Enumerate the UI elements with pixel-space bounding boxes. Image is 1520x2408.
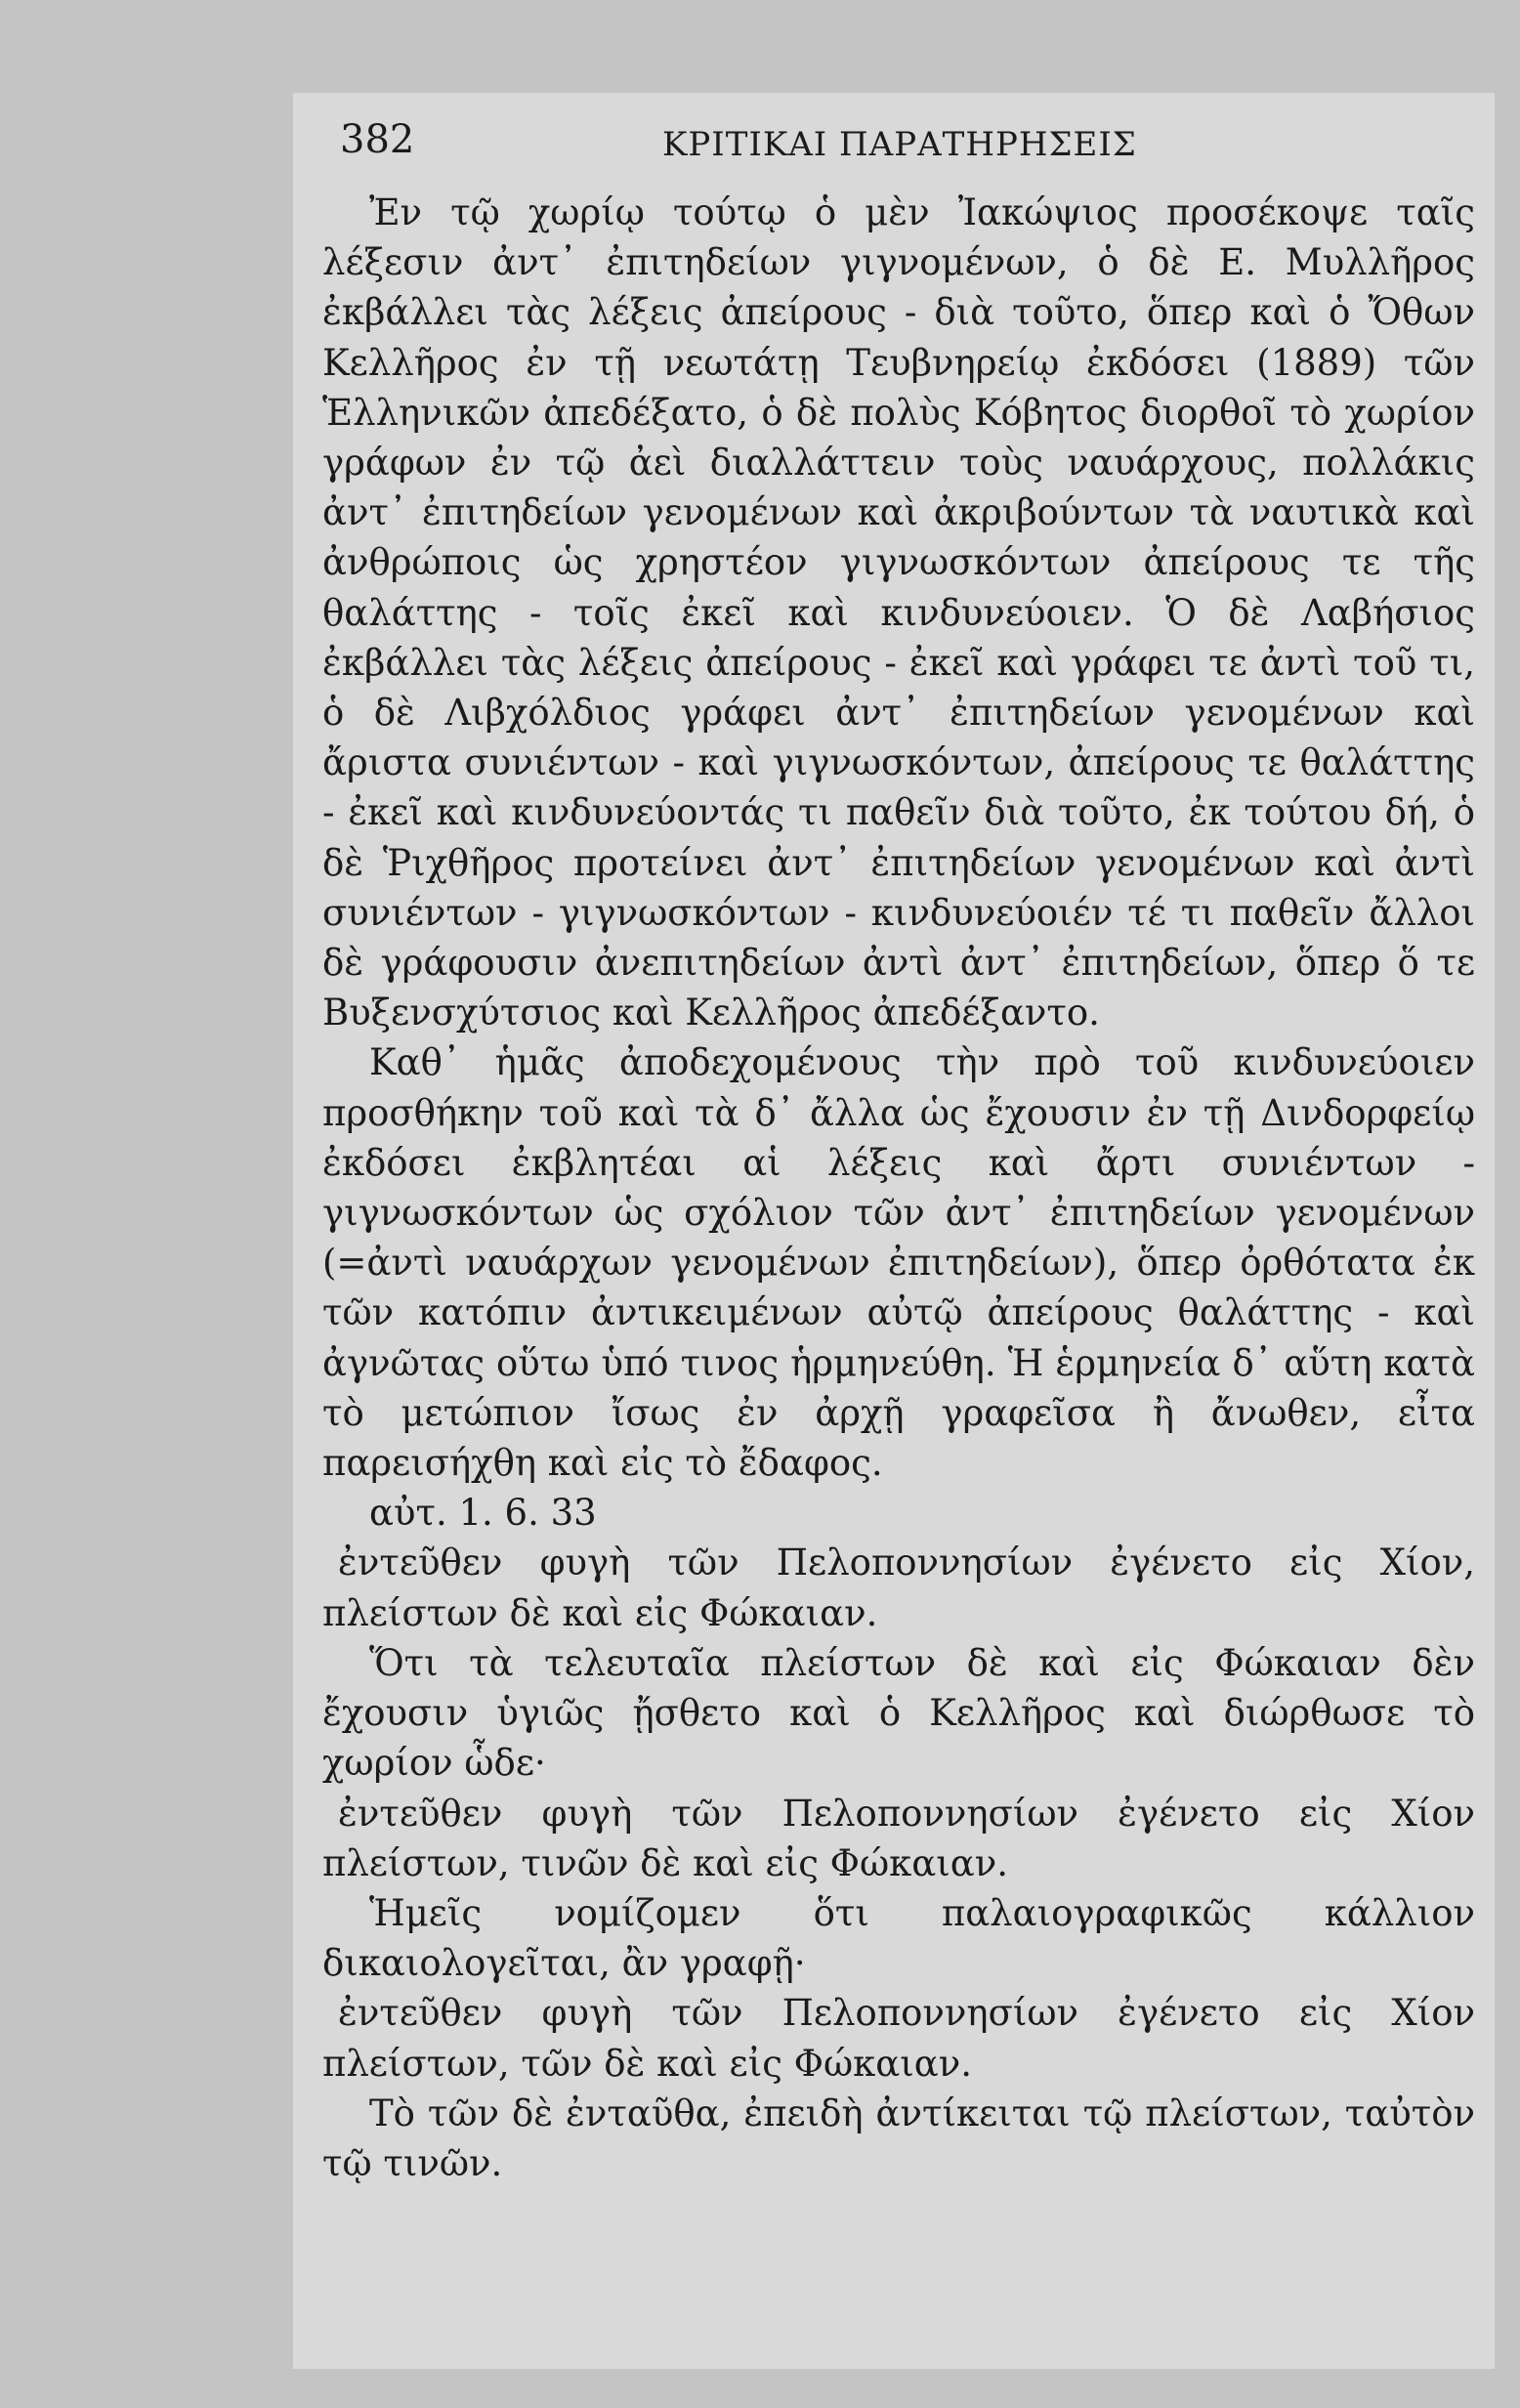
paragraph: Ἐν τῷ χωρίῳ τούτῳ ὁ μὲν Ἰακώψιος προσέκοψε ταῖς λέξεσιν ἀντ᾽ ἐπιτηδείων γιγνομένων, ὁ δὲ Ε. Μυλλῆρος ἐκβάλλει τὰς λέξεις ἀπείρους - διὰ τοῦτο, ὅπερ καὶ ὁ Ὄθων Κελλῆρος ἐν τῇ νεωτάτῃ Τευβνηρείῳ ἐκδόσει (1889) τῶν Ἑλληνικῶν ἀπεδέξατο, ὁ δὲ πολὺς Κόβητος διορθοῖ τὸ χωρίον γράφων ἐν τῷ ἀεὶ διαλλάττειν τοὺς ναυάρχους, πολλάκις ἀντ᾽ ἐπιτηδείων γενομένων καὶ ἀκριβούντων τὰ ναυτικὰ καὶ ἀνθρώποις ὡς χρηστέον γιγνωσκόντων ἀπείρους τε τῆς θαλάττης - τοῖς ἐκεῖ καὶ κινδυνεύοιεν. Ὁ δὲ Λαβήσιος ἐκβάλλει τὰς λέξεις ἀπείρους - ἐκεῖ καὶ γράφει τε ἀντὶ τοῦ τι, ὁ δὲ Λιβχόλδιος γράφει ἀντ᾽ ἐπιτηδείων γενομένων καὶ ἄριστα συνιέντων - καὶ γιγνωσκόντων, ἀπείρους τε θαλάττης - ἐκεῖ καὶ κινδυνεύοντάς τι παθεῖν διὰ τοῦτο, ἐκ τούτου δή, ὁ δὲ Ῥιχθῆρος προτείνει ἀντ᾽ ἐπιτηδείων γενομένων καὶ ἀντὶ συνιέντων - γιγνωσκόντων - κινδυνεύοιέν τέ τι παθεῖν ἄλλοι δὲ γράφουσιν ἀνεπιτηδείων ἀντὶ ἀντ᾽ ἐπιτηδείων, ὅπερ ὅ τε Βυξενσχύτσιος καὶ Κελλῆρος ἀπεδέξαντο. — [322, 191, 1475, 1035]
quoted-passage: ἐντεῦθεν φυγὴ τῶν Πελοποννησίων ἐγένετο εἰς Χίον πλείστων, τῶν δὲ καὶ εἰς Φώκαιαν. — [322, 1992, 1475, 2085]
paragraph: Ἡμεῖς νομίζομεν ὅτι παλαιογραφικῶς κάλλιον δικαιολογεῖται, ἂν γραφῇ· — [322, 1891, 1475, 1985]
citation: αὐτ. 1. 6. 33 — [369, 1492, 597, 1535]
page-header — [340, 117, 1473, 176]
paragraph: Καθ᾽ ἡμᾶς ἀποδεχομένους τὴν πρὸ τοῦ κινδυνεύοιεν προσθήκην τοῦ καὶ τὰ δ᾽ ἄλλα ὡς ἔχουσιν ἐν τῇ Δινδορφείῳ ἐκδόσει ἐκβλητέαι αἱ λέξεις καὶ ἄρτι συνιέντων - γιγνωσκόντων ὡς σχόλιον τῶν ἀντ᾽ ἐπιτηδείων γενομένων (=ἀντὶ ναυάρχων γενομένων ἐπιτηδείων), ὅπερ ὀρθότατα ἐκ τῶν κατόπιν ἀντικειμένων αὐτῷ ἀπείρους θαλάττης - καὶ ἀγνῶτας οὕτω ὑπό τινος ἡρμηνεύθη. Ἡ ἑρμηνεία δ᾽ αὕτη κατὰ τὸ μετώπιον ἴσως ἐν ἀρχῇ γραφεῖσα ἢ ἄνωθεν, εἶτα παρεισήχθη καὶ εἰς τὸ ἔδαφος. — [322, 1041, 1475, 1485]
quoted-passage: ἐντεῦθεν φυγὴ τῶν Πελοποννησίων ἐγένετο εἰς Χίον πλείστων, τινῶν δὲ καὶ εἰς Φώκαιαν. — [322, 1792, 1475, 1884]
paragraph: Ὅτι τὰ τελευταῖα πλείστων δὲ καὶ εἰς Φώκαιαν δὲν ἔχουσιν ὑγιῶς ᾔσθετο καὶ ὁ Κελλῆρος καὶ διώρθωσε τὸ χωρίον ὧδε· — [322, 1641, 1475, 1785]
body-text — [322, 188, 1475, 2188]
paragraph: Τὸ τῶν δὲ ἐνταῦθα, ἐπειδὴ ἀντίκειται τῷ πλείστων, ταὐτὸν τῷ τινῶν. — [322, 2091, 1475, 2184]
running-title: ΚΡΙΤΙΚΑΙ ΠΑΡΑΤΗΡΗΣΕΙΣ — [662, 125, 1137, 164]
page-number: 382 — [340, 117, 415, 162]
quoted-passage: ἐντεῦθεν φυγὴ τῶν Πελοποννησίων ἐγένετο εἰς Χίον, πλείστων δὲ καὶ εἰς Φώκαιαν. — [322, 1542, 1475, 1634]
